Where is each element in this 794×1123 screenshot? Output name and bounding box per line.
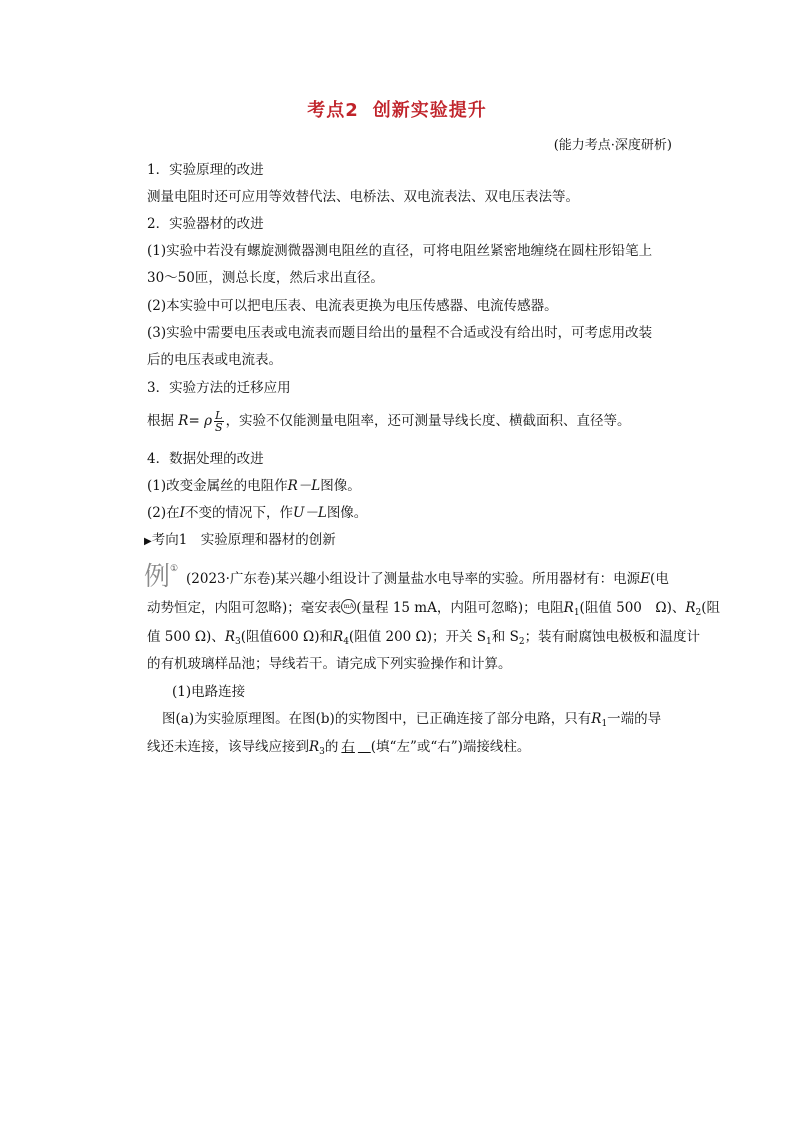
- s4-p1-text-b: 图像。: [320, 478, 361, 494]
- s4-p1-text-a: (1)改变金属丝的电阻作: [147, 478, 288, 494]
- example-line-1: [186, 569, 686, 589]
- s4-p2-var-i: I: [179, 505, 185, 521]
- section-title: [0, 96, 794, 122]
- example-line-3: [147, 627, 701, 652]
- fraction-denominator: S: [215, 421, 223, 434]
- ex-l3-r3: R: [224, 629, 235, 645]
- s3-post: ，实验不仅能测量电阻率，还可测量导线长度、横截面积、直径等。: [225, 413, 631, 429]
- ex-l3-e: ；装有耐腐蚀电极板和温度计: [524, 629, 701, 645]
- example-mark-char: 例: [144, 562, 171, 592]
- q1-b: 一端的导: [607, 711, 662, 727]
- ex-l2-r2: R: [685, 600, 696, 616]
- s3-formula-line: [147, 410, 687, 433]
- s4-heading: 4．数据处理的改进: [147, 451, 264, 467]
- q1-r1: R: [591, 711, 602, 727]
- ex-l2-c: (阻值 500 Ω)、: [579, 600, 686, 616]
- ex-l3-c: (阻值 200 Ω)；开关 S: [348, 629, 487, 645]
- ex-l3-b: (阻值600 Ω)和: [240, 629, 334, 645]
- triangle-arrow-icon: ▶: [144, 536, 152, 547]
- ex-l2-b: (量程 15 mA，内阻可忽略)；电阻: [356, 600, 564, 616]
- s1-text: 测量电阻时还可应用等效替代法、电桥法、双电流表法、双电压表法等。: [147, 189, 579, 205]
- s4-p1-var: R－L: [287, 478, 321, 494]
- ex-l3-s2-sub: 2: [518, 637, 525, 647]
- s4-p2-var-ul: U－L: [292, 505, 327, 521]
- s4-p2: [147, 503, 687, 523]
- ex-l2-r1-sub: 1: [573, 608, 580, 618]
- ex-l2-r2-sub: 2: [695, 608, 702, 618]
- ex-l3-a: 值 500 Ω)、: [147, 629, 225, 645]
- example-line-2: [147, 598, 721, 623]
- ex-l3-r4-sub: 4: [343, 637, 349, 647]
- s4-p2-text-b: 不变的情况下，作: [184, 505, 293, 521]
- q2-r3-sub: 3: [319, 747, 325, 757]
- example-line-4: 的有机玻璃样品池；导线若干。请完成下列实验操作和计算。: [147, 656, 512, 672]
- formula-fraction: [214, 410, 224, 433]
- direction-line: [144, 530, 684, 552]
- section-tag: (能力考点·深度研析): [553, 138, 672, 153]
- q1-r1-sub: 1: [601, 719, 608, 729]
- s2-p2: (2)本实验中可以把电压表、电流表更换为电压传感器、电流传感器。: [147, 298, 558, 314]
- ex-l3-r3-sub: 3: [234, 637, 241, 647]
- q2-b: 的: [324, 739, 339, 755]
- ex-l3-r4: R: [333, 629, 344, 645]
- question-1-line-2: [147, 737, 687, 762]
- ex-l1-var-e: E: [640, 571, 651, 587]
- formula-R: R: [178, 413, 189, 429]
- q2-r3: R: [309, 739, 320, 755]
- q2-c: (填“左”或“右”)端接线柱。: [370, 739, 531, 755]
- q1-a: 图(a)为实验原理图。在图(b)的实物图中，已正确连接了部分电路，只有: [162, 711, 592, 727]
- question-1-line-1: [162, 709, 687, 734]
- ex-l2-a: 动势恒定，内阻可忽略)；毫安表: [147, 600, 342, 616]
- direction-text: 考向1 实验原理和器材的创新: [151, 532, 336, 548]
- s2-p1a: (1)实验中若没有螺旋测微器测电阻丝的直径，可将电阻丝紧密地缠绕在圆柱形铅笔上: [147, 243, 653, 259]
- s3-pre: 根据: [147, 413, 174, 429]
- formula-rho: ρ: [204, 413, 213, 429]
- ex-l3-d: 和 S: [491, 629, 519, 645]
- s2-p3a: (3)实验中需要电压表或电流表而题目给出的量程不合适或没有给出时，可考虑用改装: [147, 325, 653, 341]
- example-mark: [144, 554, 178, 592]
- question-1-heading: (1)电路连接: [172, 684, 246, 700]
- s4-p1: [147, 476, 687, 496]
- ex-l2-d: (阻: [701, 600, 721, 616]
- formula-eq: =: [188, 413, 200, 429]
- ex-l1-text: (2023·广东卷)某兴趣小组设计了测量盐水电导率的实验。所用器材有：电源: [186, 571, 641, 587]
- s3-heading: 3．实验方法的迁移应用: [147, 380, 291, 396]
- s4-p2-text-c: 图像。: [326, 505, 368, 521]
- title-part1: 考点2: [307, 100, 359, 121]
- title-part2: 创新实验提升: [372, 100, 487, 121]
- fraction-numerator: L: [215, 409, 223, 422]
- s2-p3b: 后的电压表或电流表。: [147, 352, 282, 368]
- s1-heading: 1．实验原理的改进: [147, 162, 264, 178]
- answer-blank-tail: [358, 739, 371, 755]
- s2-p1b: 30～50匝，测总长度，然后求出直径。: [147, 270, 384, 286]
- s4-p2-text-a: (2)在: [147, 505, 180, 521]
- ex-l3-s1-sub: 1: [486, 637, 492, 647]
- s2-heading: 2．实验器材的改进: [147, 216, 264, 232]
- example-number: ①: [170, 564, 179, 574]
- q2-a: 线还未连接，该导线应接到: [147, 739, 309, 755]
- ex-l1-end: (电: [650, 571, 669, 587]
- ex-l2-r1: R: [563, 600, 574, 616]
- answer-blank: 右: [341, 739, 355, 755]
- milliammeter-icon: mA: [341, 599, 356, 614]
